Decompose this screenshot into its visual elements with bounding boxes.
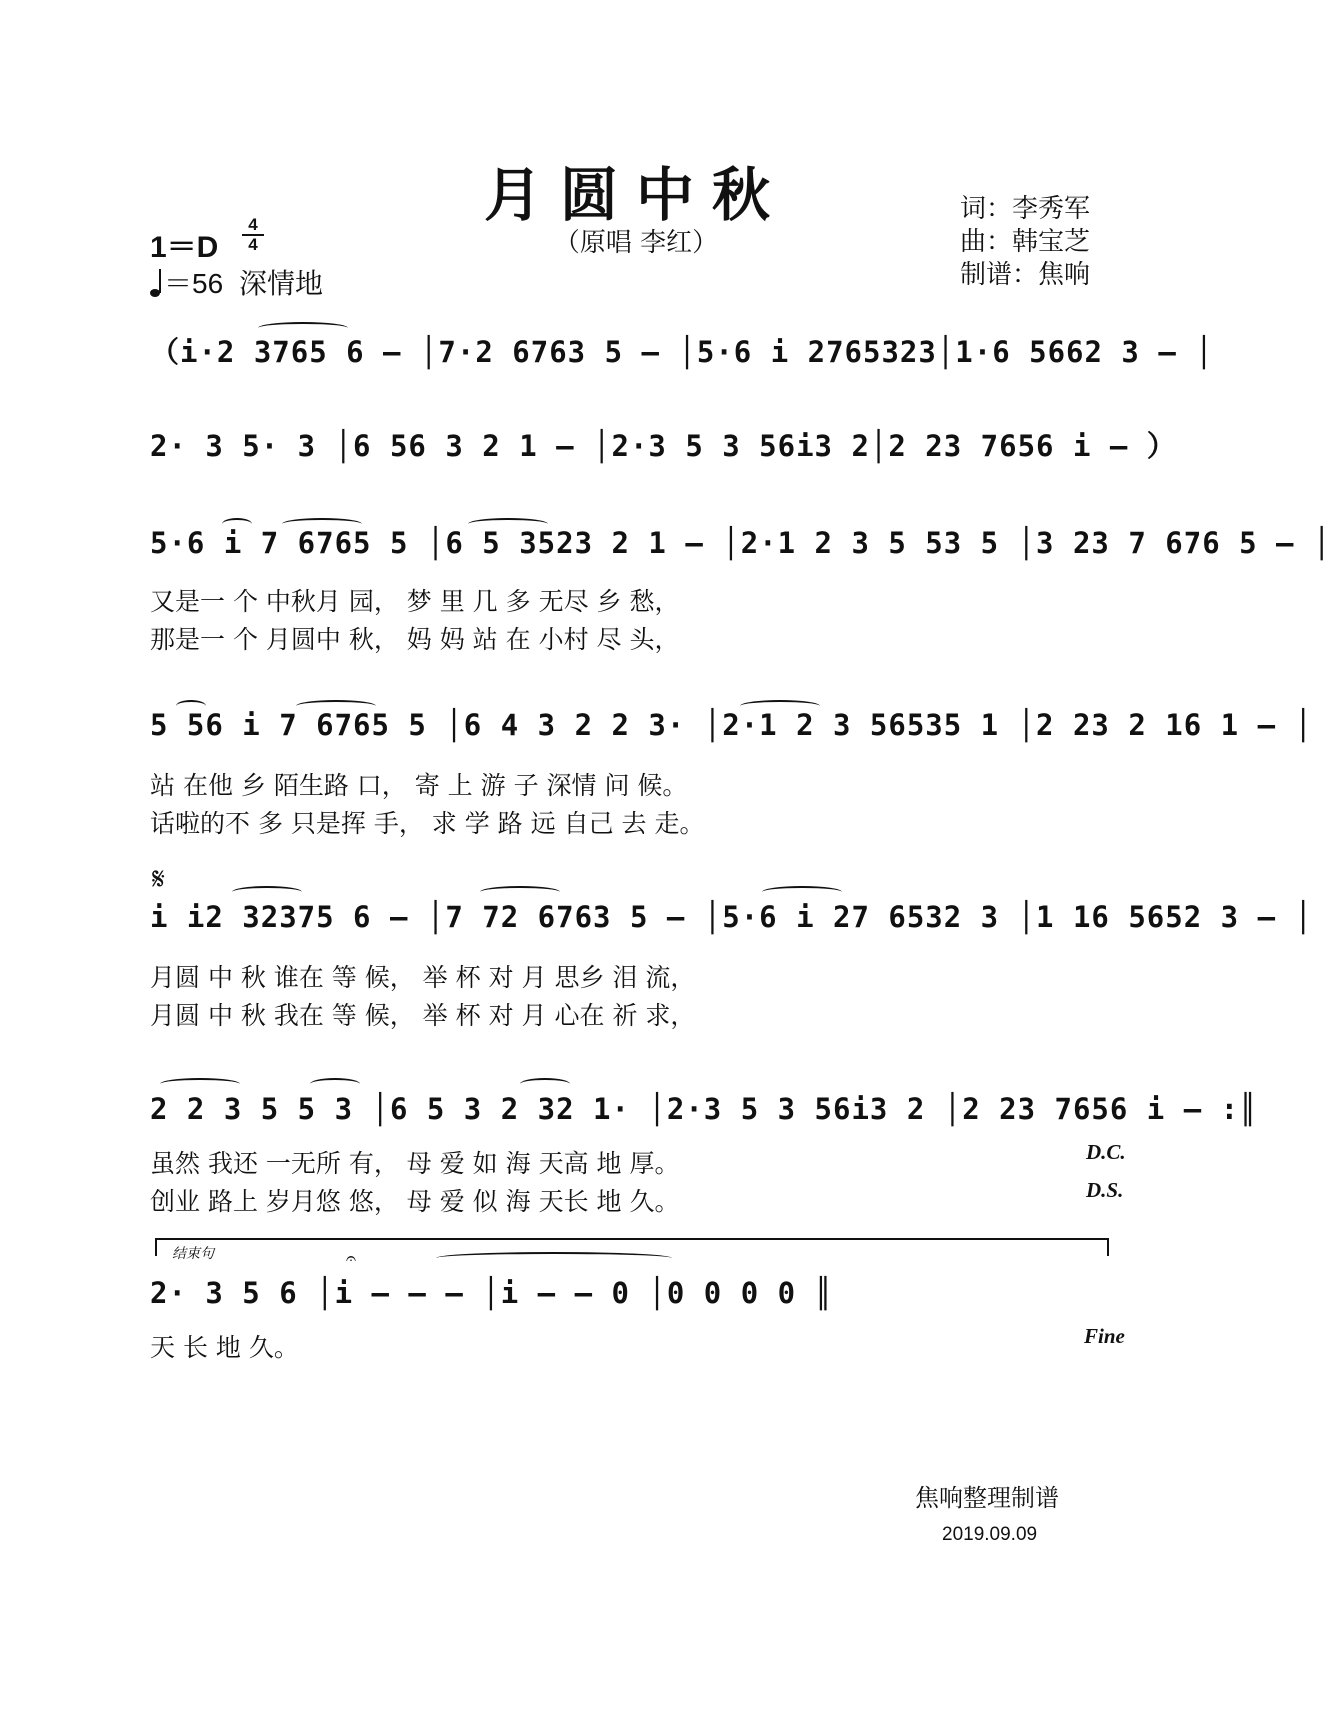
slur-mark: [436, 1252, 672, 1264]
fine-mark: Fine: [1084, 1324, 1125, 1348]
song-title: 月圆中秋: [483, 161, 788, 229]
fermata-icon: 𝄐: [346, 1248, 357, 1269]
lyric-row-5-verse-1: 月圆 中 秋 谁在 等 候， 举 杯 对 月 思乡 泪 流，: [150, 963, 696, 992]
lyric-row-4-verse-1: 站 在他 乡 陌生路 口， 寄 上 游 子 深情 问 候。: [150, 771, 688, 800]
slur-mark: [310, 1078, 360, 1090]
notation-row-5: i i2 32375 6 – │7 72 6763 5 – │5·6 i 27 6532 3 │1 16 5652 3 – │: [150, 900, 1313, 934]
composer-credit: 曲：韩宝芝: [960, 227, 1091, 257]
slur-mark: [232, 886, 302, 898]
notation-row-3: 5·6 i 7 6765 5 │6 5 3523 2 1 – │2·1 2 3 5 53 5 │3 23 7 676 5 – │: [150, 526, 1331, 560]
time-signature-bottom: 4: [248, 235, 258, 254]
expression-marking: 深情地: [238, 268, 323, 299]
arranger-credit: 焦响整理制谱: [915, 1485, 1059, 1512]
quarter-note-icon: [150, 269, 164, 297]
notation-row-7: 2· 3 5 6 │i – – – │i – – 0 │0 0 0 0 ║: [150, 1276, 834, 1310]
lyricist-credit: 词：李秀军: [960, 194, 1091, 224]
lyric-row-7: 天 长 地 久。: [150, 1333, 299, 1362]
dc-mark: D.C.: [1086, 1140, 1126, 1164]
lyric-row-6-verse-1: 虽然 我还 一无所 有， 母 爱 如 海 天高 地 厚。: [150, 1149, 680, 1178]
slur-mark: [520, 1078, 570, 1090]
lyric-row-3-verse-1: 又是一 个 中秋月 园， 梦 里 几 多 无尽 乡 愁，: [150, 587, 680, 616]
slur-mark: [480, 886, 560, 898]
notation-row-2: 2· 3 5· 3 │6 56 3 2 1 – │2·3 5 3 56i3 2│2 23 7656 i – ）: [150, 429, 1177, 463]
ds-mark: D.S.: [1086, 1178, 1124, 1202]
lyric-row-3-verse-2: 那是一 个 月圆中 秋， 妈 妈 站 在 小村 尽 头，: [150, 625, 680, 654]
original-singer: （原唱 李红）: [553, 228, 719, 258]
notation-row-6: 2 2 3 5 5 3 │6 5 3 2 32 1· │2·3 5 3 56i3 2 │2 23 7656 i – :║: [150, 1092, 1258, 1126]
slur-mark: [160, 1078, 240, 1090]
ending-label: 结束句: [172, 1246, 214, 1262]
date-stamp: 2019.09.09: [942, 1524, 1038, 1545]
tempo-marking: [150, 262, 323, 302]
lyric-row-6-verse-2: 创业 路上 岁月悠 悠， 母 爱 似 海 天长 地 久。: [150, 1187, 680, 1216]
tempo-value: ＝56: [164, 268, 224, 299]
lyric-row-5-verse-2: 月圆 中 秋 我在 等 候， 举 杯 对 月 心在 祈 求，: [150, 1001, 696, 1030]
lyric-row-4-verse-2: 话啦的不 多 只是挥 手， 求 学 路 远 自己 去 走。: [150, 809, 705, 838]
time-signature: [242, 216, 264, 254]
transcriber-credit: 制谱：焦响: [960, 260, 1091, 290]
notation-row-1: （i·2 3765 6 – │7·2 6763 5 – │5·6 i 2765323│1·6 5662 3 – │: [150, 335, 1214, 369]
segno-icon: 𝄋: [152, 862, 165, 897]
time-signature-top: 4: [248, 215, 258, 234]
slur-mark: [762, 886, 842, 898]
notation-row-4: 5 56 i 7 6765 5 │6 4 3 2 2 3· │2·1 2 3 56535 1 │2 23 2 16 1 – │: [150, 708, 1313, 742]
key-signature: 1＝D: [150, 231, 219, 264]
